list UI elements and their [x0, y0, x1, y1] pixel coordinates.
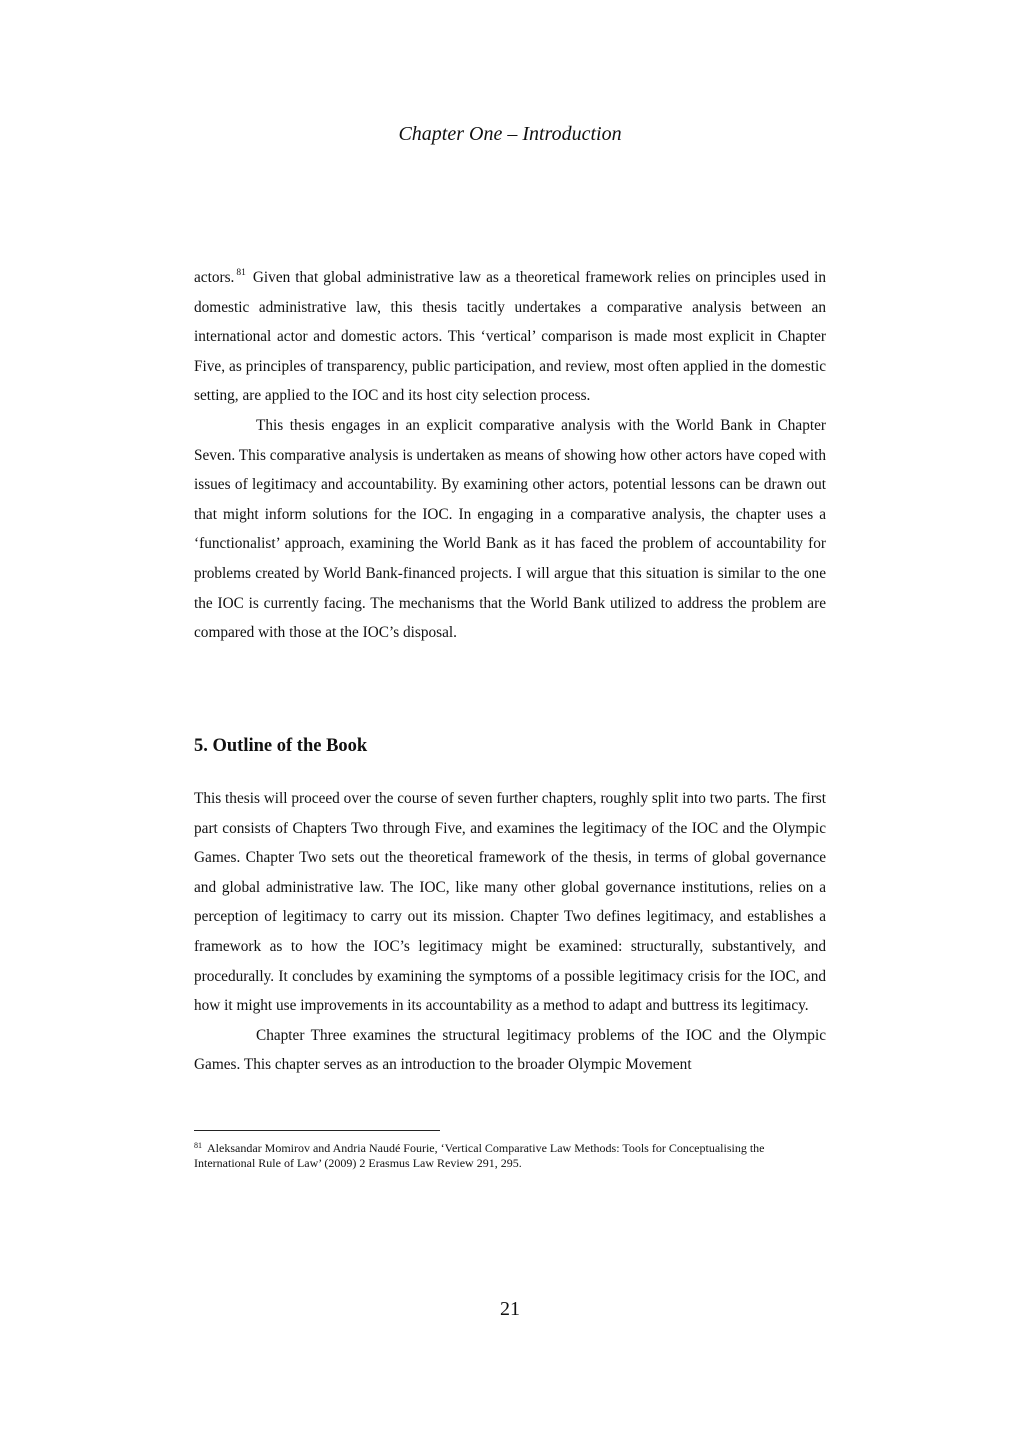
footnote-reference[interactable]: 81: [236, 268, 246, 278]
lead-word: actors.: [194, 269, 235, 286]
running-header: Chapter One – Introduction: [398, 123, 622, 145]
section-text: [194, 784, 826, 1080]
footnote: [194, 1141, 826, 1170]
page-number: 21: [500, 1298, 520, 1320]
section-heading: 5. Outline of the Book: [194, 736, 368, 756]
continuation-text: [194, 263, 826, 648]
footnote-divider: [194, 1130, 440, 1131]
paragraph: [194, 263, 826, 411]
footnote-number: 81: [194, 1141, 202, 1150]
footnote-text: Aleksandar Momirov and Andria Naudé Fourie, ‘Vertical Comparative Law Methods: Tools for Conceptualising the International Rule of Law’ (2009) 2 Erasmus Law Review 291, 295.: [194, 1141, 765, 1170]
paragraph: This thesis engages in an explicit comparative analysis with the World Bank in Chapter Seven. This comparative analysis is undertaken as means of showing how other actors have coped with issues of legitimacy and accountability. By examining other actors, potential lessons can be drawn out that might inform solutions for the IOC. In engaging in a comparative analysis, the chapter uses a ‘functionalist’ approach, examining the World Bank as it has faced the problem of accountability for problems created by World Bank-financed projects. I will argue that this situation is similar to the one the IOC is currently facing. The mechanisms that the World Bank utilized to address the problem are compared with those at the IOC’s disposal.: [194, 416, 826, 642]
paragraph: Chapter Three examines the structural legitimacy problems of the IOC and the Olympic Games. This chapter serves as an introduction to the broader Olympic Movement: [194, 1026, 826, 1074]
paragraph-text: Given that global administrative law as a theoretical framework relies on principles used in domestic administrative law, this thesis tacitly undertakes a comparative analysis between an international actor and domestic actors. This ‘vertical’ comparison is made most explicit in Chapter Five, as principles of transparency, public participation, and review, most often applied in the domestic setting, are applied to the IOC and its host city selection process.: [194, 269, 827, 405]
paragraph: This thesis will proceed over the course of seven further chapters, roughly split into two parts. The first part consists of Chapters Two through Five, and examines the legitimacy of the IOC and the Olympic Games. Chapter Two sets out the theoretical framework of the thesis, in terms of global governance and global administrative law. The IOC, like many other global governance institutions, relies on a perception of legitimacy to carry out its mission. Chapter Two defines legitimacy, and establishes a framework as to how the IOC’s legitimacy might be examined: structurally, substantively, and procedurally. It concludes by examining the symptoms of a possible legitimacy crisis for the IOC, and how it might use improvements in its accountability as a method to adapt and buttress its legitimacy.: [194, 790, 826, 1015]
